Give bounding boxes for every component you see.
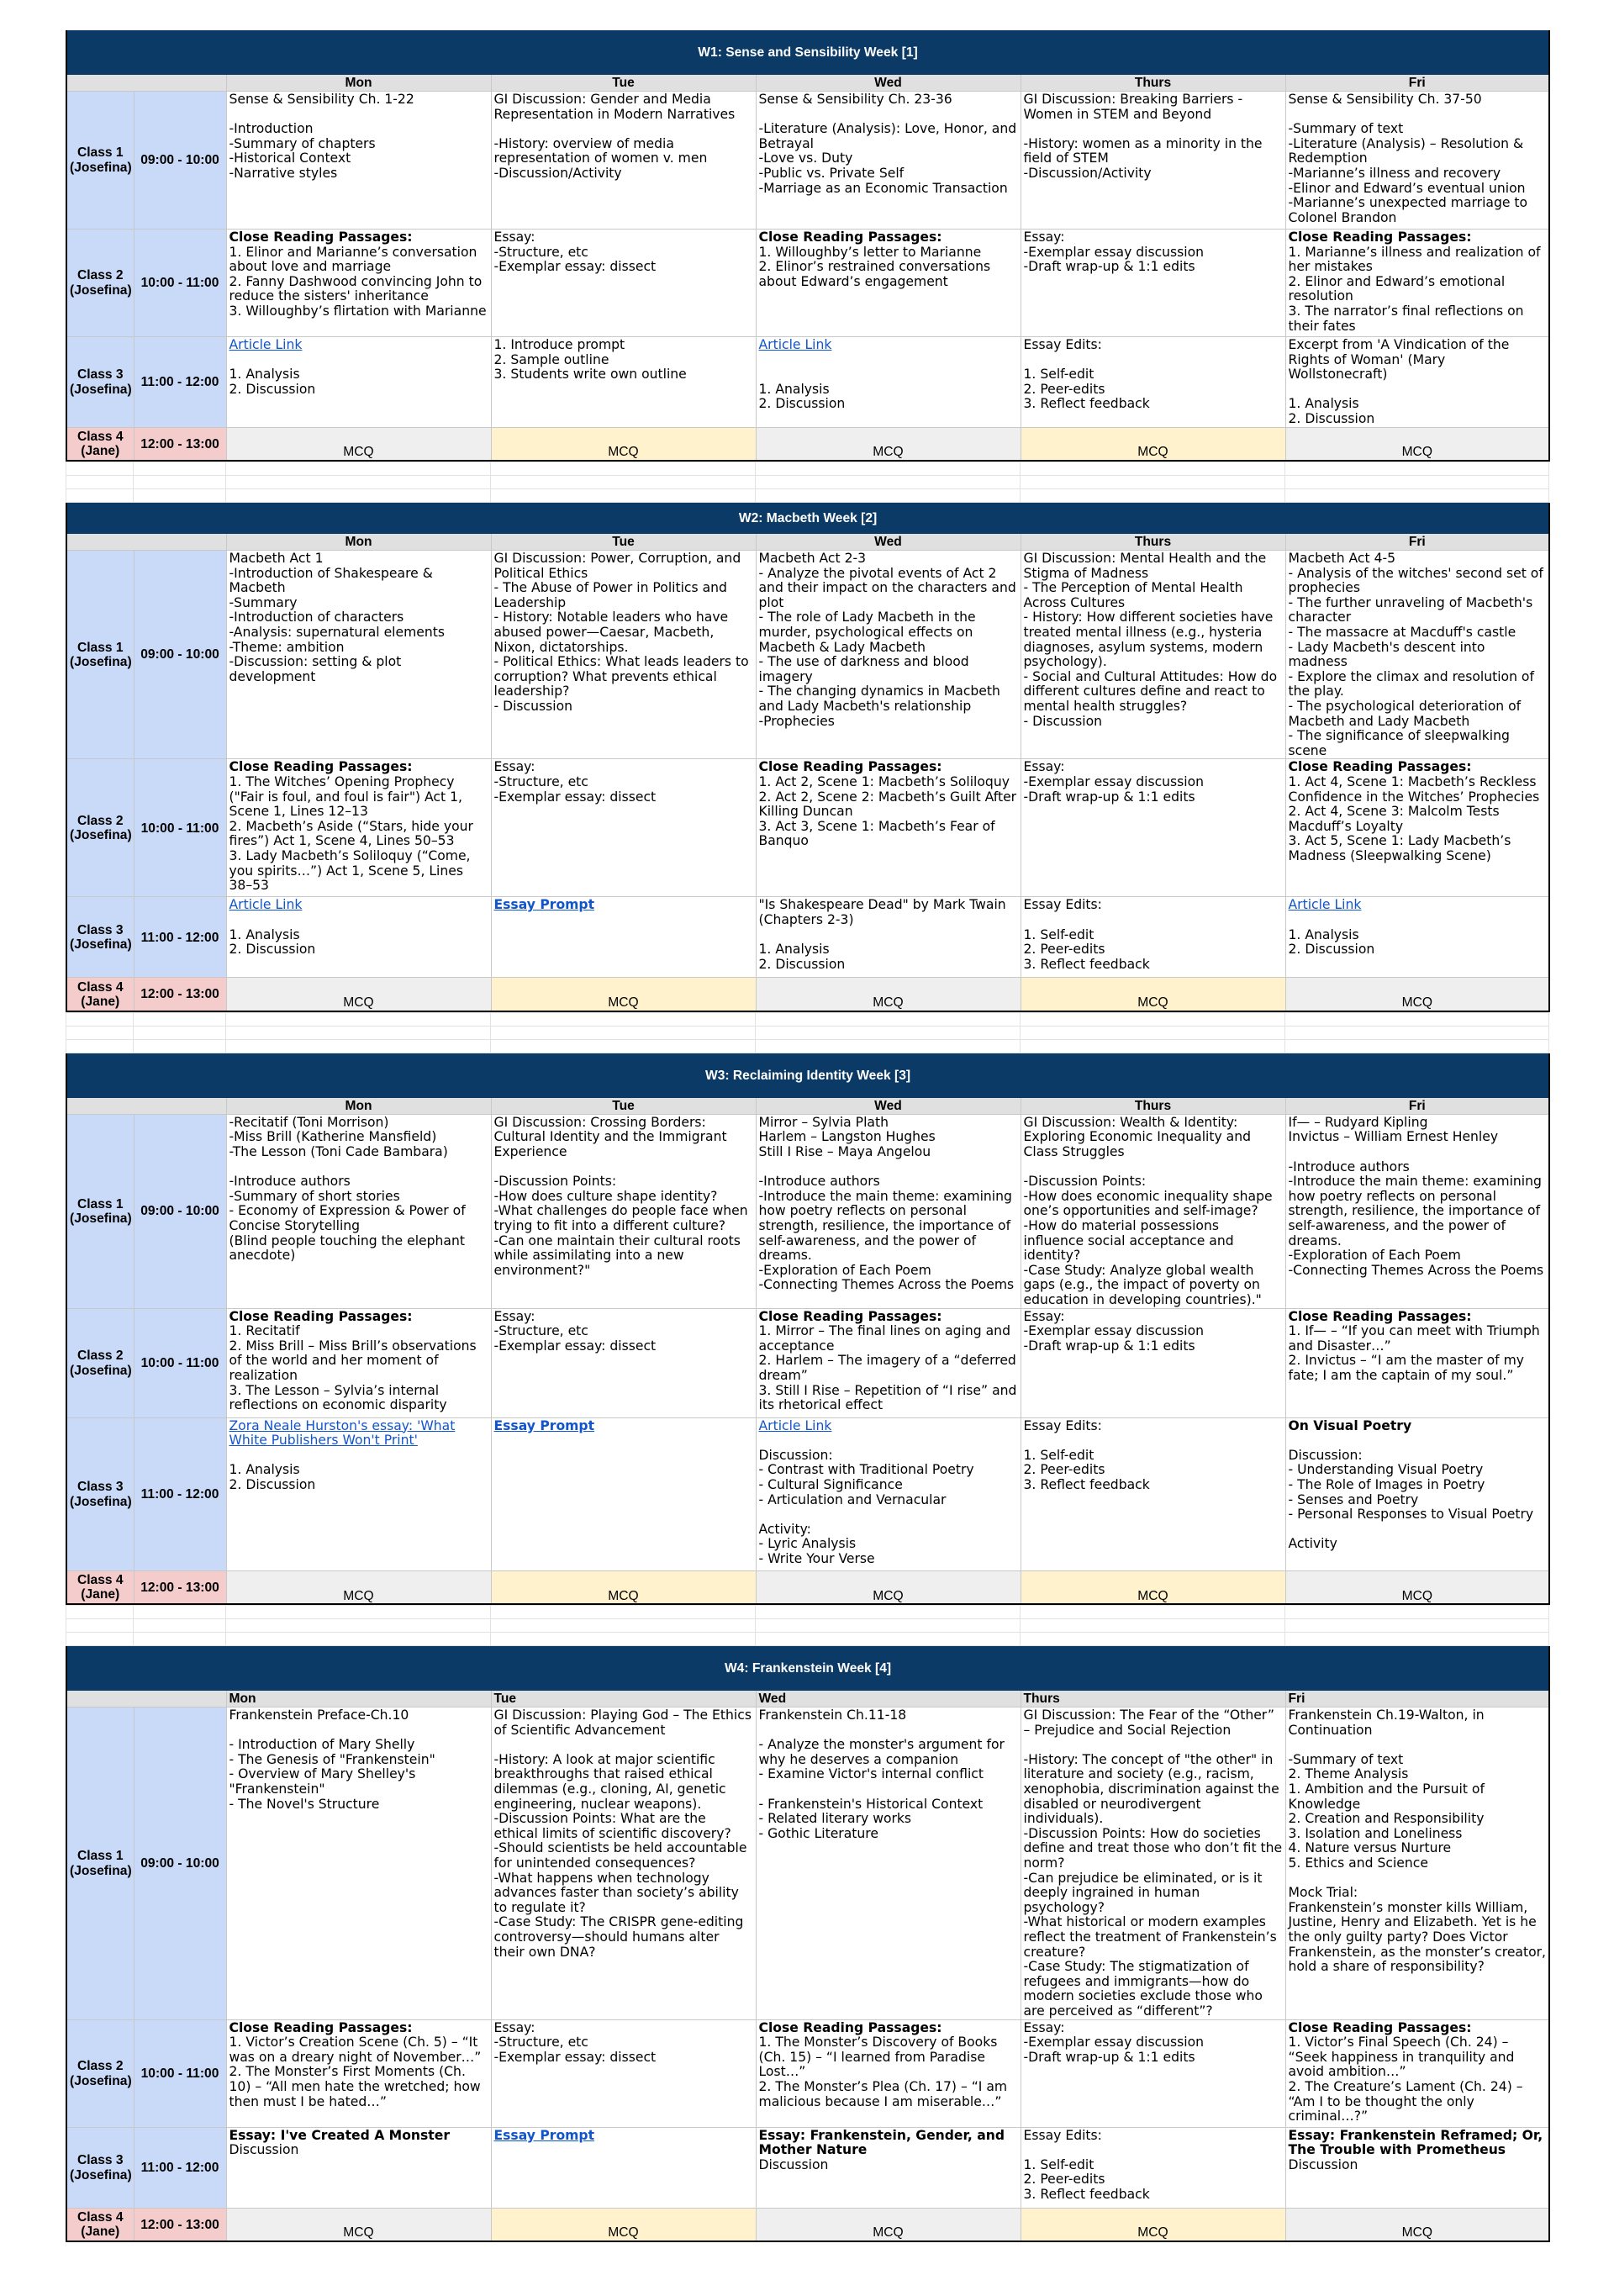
lesson-text: Essay: -Exemplar essay discussion -Draft wrap-up & 1:1 edits [1023,759,1205,805]
class-label: Class 2 (Josefina) [66,2019,134,2127]
lesson-cell [226,897,491,978]
lesson-cell [1285,1417,1549,1570]
lesson-cell [1021,337,1285,428]
lesson-cell [491,759,756,897]
mcq-cell: MCQ [1285,2208,1549,2241]
time-slot: 12:00 - 13:00 [134,1570,226,1604]
article-link[interactable]: Zora Neale Hurston's essay: 'What White Publishers Won't Print' [229,1417,456,1449]
close-reading-heading: Close Reading Passages: [758,759,942,775]
lesson-cell [1285,2127,1549,2208]
essay-prompt-link[interactable]: Essay Prompt [493,1417,595,1433]
essay-prompt-link[interactable]: Essay Prompt [493,2127,595,2143]
lesson-cell [1285,337,1549,428]
lesson-cell: GI Discussion: Playing God – The Ethics of Scientific Advancement -History: A look at major scientific breakthroughs that raised ethical dilemmas (e.g., cloning, AI, genetic engineering, nuclear weapons). -Discussion Points: What are the ethical limits of scientific discovery? -Should scientists be held accountable for unintended consequences? -What happens when technology advances faster than society’s ability to regulate it? -Case Study: The CRISPR gene-editing controversy—should humans alter their own DNA? [491,1707,756,2019]
week-title: W1: Sense and Sensibility Week [1] [66,31,1549,75]
close-reading-heading: Close Reading Passages: [229,1308,413,1324]
header-blank [66,1691,226,1707]
time-slot: 09:00 - 10:00 [134,1114,226,1308]
lesson-cell [1021,1308,1285,1417]
mcq-cell: MCQ [491,427,756,461]
header-blank [66,75,226,92]
lesson-cell [756,2127,1021,2208]
lesson-cell [1285,759,1549,897]
day-header-wed: Wed [756,75,1021,92]
lesson-cell: GI Discussion: Power, Corruption, and Political Ethics - The Abuse of Power in Politics and Leadership - History: Notable leaders who have abused power—Caesar, Macbeth, Nixon, dictatorships. - Political Ethics: What leads leaders to corruption? What prevents ethical leadership? - Discussion [491,551,756,759]
lesson-text: 1. Analysis 2. Discussion [229,367,316,397]
lesson-text: Discussion: - Contrast with Traditional Poetry - Cultural Significance - Articulation and Vernacular Activity: - Lyric Analysis - Write Your Verse [758,1447,974,1566]
lesson-cell [491,2127,756,2208]
lesson-text: Essay: -Structure, etc -Exemplar essay: dissect [493,2019,657,2065]
lesson-cell: Sense & Sensibility Ch. 37-50 -Summary of text -Literature (Analysis) – Resolution & Redemption -Marianne’s illness and recovery -Elinor and Edward’s eventual union -Marianne’s unexpected marriage to Colonel Brandon [1285,92,1549,230]
lesson-cell [226,337,491,428]
lesson-text: Essay: -Structure, etc -Exemplar essay: dissect [493,759,657,805]
lesson-text: Discussion [758,2156,829,2172]
lesson-cell [491,897,756,978]
class-label: Class 4 (Jane) [66,427,134,461]
mcq-cell: MCQ [756,2208,1021,2241]
time-slot: 09:00 - 10:00 [134,1707,226,2019]
class-label: Class 3 (Josefina) [66,1417,134,1570]
lesson-cell [756,897,1021,978]
lesson-cell: GI Discussion: Wealth & Identity: Exploring Economic Inequality and Class Struggles -Discussion Points: -How does economic inequality shape one’s opportunities and self-image? -How do material possessions influence social acceptance and identity? -Case Study: Analyze global wealth gaps (e.g., the impact of poverty on education in developing countries)." [1021,1114,1285,1308]
lesson-text: 1. If— – “If you can meet with Triumph and Disaster…” 2. Invictus – “I am the master of my fate; I am the captain of my soul.” [1288,1323,1540,1383]
lesson-cell [226,2019,491,2127]
essay-title: Essay: Frankenstein Reframed; Or, The Trouble with Prometheus [1288,2127,1543,2158]
lesson-text: Essay: -Exemplar essay discussion -Draft wrap-up & 1:1 edits [1023,1308,1205,1354]
lesson-cell [756,759,1021,897]
lesson-cell: -Recitatif (Toni Morrison) -Miss Brill (Katherine Mansfield) -The Lesson (Toni Cade Bambara) -Introduce authors -Summary of short stories - Economy of Expression & Power of Concise Storytelling (Blind people touching the elephant anecdote) [226,1114,491,1308]
essay-title: Essay: I've Created A Monster [229,2127,451,2143]
lesson-cell: GI Discussion: Mental Health and the Stigma of Madness - The Perception of Mental Health Across Cultures - History: How different societies have treated mental illness (e.g., hysteria diagnoses, asylum systems, modern psychology). - Social and Cultural Attitudes: How do different cultures define and react to mental health struggles? - Discussion [1021,551,1285,759]
mcq-cell: MCQ [1285,978,1549,1011]
time-slot: 12:00 - 13:00 [134,978,226,1011]
lesson-cell [1021,2127,1285,2208]
day-header-thurs: Thurs [1021,1691,1285,1707]
mcq-cell: MCQ [226,978,491,1011]
time-slot: 11:00 - 12:00 [134,1417,226,1570]
lesson-text: "Is Shakespeare Dead" by Mark Twain (Chapters 2-3) 1. Analysis 2. Discussion [758,897,1006,972]
lesson-text: Essay: -Structure, etc -Exemplar essay: dissect [493,230,657,275]
lesson-text: 1. The Monster’s Discovery of Books (Ch. 15) – “I learned from Paradise Lost…” 2. The Monster’s Plea (Ch. 17) – “I am malicious because I am miserable…” [758,2035,1008,2109]
lesson-cell [1021,1417,1285,1570]
lesson-cell: Frankenstein Preface-Ch.10 - Introduction of Mary Shelly - The Genesis of "Frankenstein" - Overview of Mary Shelley's "Frankenstein" - The Novel's Structure [226,1707,491,2019]
lesson-text: Essay Edits: 1. Self-edit 2. Peer-edits 3. Reflect feedback [1023,897,1150,972]
day-header-tue: Tue [491,1097,756,1114]
class-label: Class 4 (Jane) [66,1570,134,1604]
lesson-text: 1. Analysis 2. Discussion [1288,926,1375,958]
day-header-wed: Wed [756,534,1021,551]
lesson-cell [1285,897,1549,978]
article-link[interactable]: Article Link [1288,897,1362,913]
lesson-cell: Mirror – Sylvia Plath Harlem – Langston Hughes Still I Rise – Maya Angelou -Introduce authors -Introduce the main theme: examining how poetry reflects on personal strength, resilience, the importance of self-awareness, and the power of dreams. -Exploration of Each Poem -Connecting Themes Across the Poems [756,1114,1021,1308]
time-slot: 12:00 - 13:00 [134,2208,226,2241]
lesson-cell [226,1308,491,1417]
lesson-text: Excerpt from 'A Vindication of the Rights of Woman' (Mary Wollstonecraft) 1. Analysis 2. Discussion [1288,337,1510,426]
lesson-cell [756,2019,1021,2127]
lesson-cell [756,337,1021,428]
article-link[interactable]: Article Link [758,337,832,352]
mcq-cell: MCQ [756,1570,1021,1604]
close-reading-heading: Close Reading Passages: [758,2019,942,2035]
lesson-text: 1. Analysis 2. Discussion [758,381,846,412]
week-title: W2: Macbeth Week [2] [66,504,1549,534]
mcq-cell: MCQ [491,978,756,1011]
class-label: Class 1 (Josefina) [66,1114,134,1308]
lesson-text: 1. Willoughby’s letter to Marianne 2. Elinor’s restrained conversations about Edward’s engagement [758,244,991,289]
spacer-rows [66,1012,1549,1053]
mcq-cell: MCQ [491,1570,756,1604]
lesson-cell [1021,2019,1285,2127]
lesson-cell [491,230,756,337]
time-slot: 10:00 - 11:00 [134,2019,226,2127]
day-header-wed: Wed [756,1097,1021,1114]
spacer-rows [66,1605,1549,1646]
class-label: Class 1 (Josefina) [66,92,134,230]
day-header-wed: Wed [756,1691,1021,1707]
lesson-text: 1. Victor’s Creation Scene (Ch. 5) – “It was on a dreary night of November…” 2. The Monster’s First Moments (Ch. 10) – “All men hate the wretched; how then must I be hated…” [229,2035,482,2109]
lesson-cell [491,1308,756,1417]
essay-title: Essay: Frankenstein, Gender, and Mother Nature [758,2127,1005,2158]
close-reading-heading: Close Reading Passages: [1288,759,1472,775]
mcq-cell: MCQ [1021,2208,1285,2241]
lesson-cell [756,230,1021,337]
lesson-cell [1021,897,1285,978]
mcq-cell: MCQ [1285,1570,1549,1604]
lesson-text: 1. Act 4, Scene 1: Macbeth’s Reckless Confidence in the Witches’ Prophecies 2. Act 4, Scene 3: Malcolm Tests Macduff’s Loyalty 3. Act 5, Scene 1: Lady Macbeth’s Madness (Sleepwalking Scene) [1288,773,1540,863]
day-header-fri: Fri [1285,534,1549,551]
class-label: Class 2 (Josefina) [66,230,134,337]
mcq-cell: MCQ [756,978,1021,1011]
week-table [66,503,1550,1012]
time-slot: 09:00 - 10:00 [134,92,226,230]
lesson-cell [1285,230,1549,337]
lesson-cell [491,2019,756,2127]
class-label: Class 4 (Jane) [66,2208,134,2241]
lesson-cell [226,2127,491,2208]
mcq-cell: MCQ [226,427,491,461]
day-header-fri: Fri [1285,1691,1549,1707]
time-slot: 11:00 - 12:00 [134,2127,226,2208]
lesson-cell: Macbeth Act 4-5 - Analysis of the witches' second set of prophecies - The further unraveling of Macbeth's character - The massacre at Macduff's castle - Lady Macbeth's descent into madness - Explore the climax and resolution of the play. - The psychological deterioration of Macbeth and Lady Macbeth - The significance of sleepwalking scene [1285,551,1549,759]
lesson-cell [1021,759,1285,897]
lesson-cell: GI Discussion: Gender and Media Representation in Modern Narratives -History: overview of media representation of women v. men -Discussion/Activity [491,92,756,230]
day-header-thurs: Thurs [1021,534,1285,551]
lesson-text: Essay Edits: 1. Self-edit 2. Peer-edits 3. Reflect feedback [1023,2127,1150,2202]
essay-title: On Visual Poetry [1288,1417,1412,1433]
lesson-cell: Macbeth Act 1 -Introduction of Shakespeare & Macbeth -Summary -Introduction of characters -Analysis: supernatural elements -Theme: ambition -Discussion: setting & plot development [226,551,491,759]
time-slot: 11:00 - 12:00 [134,337,226,428]
header-blank [66,1097,226,1114]
lesson-text: Discussion: - Understanding Visual Poetry - The Role of Images in Poetry - Senses and Poetry - Personal Responses to Visual Poetry Activity [1288,1447,1534,1552]
lesson-text: Essay: -Structure, etc -Exemplar essay: dissect [493,1308,657,1354]
lesson-cell: Macbeth Act 2-3 - Analyze the pivotal events of Act 2 and their impact on the characters and plot - The role of Lady Macbeth in the murder, psychological effects on Macbeth & Lady Macbeth - The use of darkness and blood imagery - The changing dynamics in Macbeth and Lady Macbeth's relationship -Prophecies [756,551,1021,759]
lesson-cell [1021,230,1285,337]
lesson-text: 1. Mirror – The final lines on aging and acceptance 2. Harlem – The imagery of a “deferred dream” 3. Still I Rise – Repetition of “I rise” and its rhetorical effect [758,1323,1017,1413]
time-slot: 09:00 - 10:00 [134,551,226,759]
lesson-text: 1. Analysis 2. Discussion [229,926,316,958]
lesson-text: Essay: -Exemplar essay discussion -Draft wrap-up & 1:1 edits [1023,2019,1205,2065]
time-slot: 12:00 - 13:00 [134,427,226,461]
lesson-text: Discussion [229,2142,299,2158]
time-slot: 11:00 - 12:00 [134,897,226,978]
close-reading-heading: Close Reading Passages: [1288,230,1472,245]
lesson-text: 1. Marianne’s illness and realization of her mistakes 2. Elinor and Edward’s emotional resolution 3. The narrator’s final reflections on their fates [1288,244,1541,334]
lesson-cell: If— – Rudyard Kipling Invictus – William Ernest Henley -Introduce authors -Introduce the main theme: examining how poetry reflects on personal strength, resilience, the importance of self-awareness, and the power of dreams. -Exploration of Each Poem -Connecting Themes Across the Poems [1285,1114,1549,1308]
day-header-mon: Mon [226,75,491,92]
day-header-fri: Fri [1285,75,1549,92]
lesson-cell: GI Discussion: Breaking Barriers - Women in STEM and Beyond -History: women as a minority in the field of STEM -Discussion/Activity [1021,92,1285,230]
lesson-cell [756,1417,1021,1570]
day-header-mon: Mon [226,1691,491,1707]
lesson-cell [1285,1308,1549,1417]
close-reading-heading: Close Reading Passages: [229,230,413,245]
day-header-thurs: Thurs [1021,75,1285,92]
day-header-tue: Tue [491,75,756,92]
day-header-mon: Mon [226,1097,491,1114]
mcq-cell: MCQ [1021,978,1285,1011]
lesson-text: 1. Introduce prompt 2. Sample outline 3. Students write own outline [493,337,687,383]
day-header-fri: Fri [1285,1097,1549,1114]
header-blank [66,534,226,551]
close-reading-heading: Close Reading Passages: [758,230,942,245]
lesson-cell: GI Discussion: The Fear of the “Other” – Prejudice and Social Rejection -History: The concept of "the other" in literature and society (e.g., racism, xenophobia, discrimination against the disabled or neurodivergent individuals). -Discussion Points: How do societies define and treat those who don’t fit the norm? -Can prejudice be eliminated, or is it deeply ingrained in human psychology? -What historical or modern examples reflect the treatment of Frankenstein’s creature? -Case Study: The stigmatization of refugees and immigrants—how do modern societies exclude those who are perceived as “different”? [1021,1707,1285,2019]
class-label: Class 2 (Josefina) [66,1308,134,1417]
lesson-cell [491,1417,756,1570]
lesson-text: Essay Edits: 1. Self-edit 2. Peer-edits 3. Reflect feedback [1023,1417,1150,1492]
lesson-cell [491,337,756,428]
day-header-tue: Tue [491,1691,756,1707]
class-label: Class 3 (Josefina) [66,337,134,428]
spacer-rows [66,462,1549,503]
close-reading-heading: Close Reading Passages: [229,2019,413,2035]
class-label: Class 4 (Jane) [66,978,134,1011]
article-link[interactable]: Article Link [229,337,303,352]
mcq-cell: MCQ [1285,427,1549,461]
class-label: Class 3 (Josefina) [66,2127,134,2208]
class-label: Class 2 (Josefina) [66,759,134,897]
lesson-text: 1. Analysis 2. Discussion [229,1462,316,1492]
close-reading-heading: Close Reading Passages: [1288,1308,1472,1324]
week-table [66,1646,1550,2242]
time-slot: 10:00 - 11:00 [134,1308,226,1417]
lesson-cell [1285,2019,1549,2127]
mcq-cell: MCQ [1021,427,1285,461]
close-reading-heading: Close Reading Passages: [1288,2019,1472,2035]
day-header-mon: Mon [226,534,491,551]
lesson-text: 1. Act 2, Scene 1: Macbeth’s Soliloquy 2. Act 2, Scene 2: Macbeth’s Guilt After Killing Duncan 3. Act 3, Scene 1: Macbeth’s Fear of Banquo [758,773,1017,849]
article-link[interactable]: Article Link [229,897,303,913]
time-slot: 10:00 - 11:00 [134,230,226,337]
lesson-cell: Sense & Sensibility Ch. 23-36 -Literature (Analysis): Love, Honor, and Betrayal -Love vs. Duty -Public vs. Private Self -Marriage as an Economic Transaction [756,92,1021,230]
time-slot: 10:00 - 11:00 [134,759,226,897]
week-table [66,30,1550,462]
lesson-text: 1. The Witches’ Opening Prophecy ("Fair is foul, and foul is fair") Act 1, Scene 1, Lines 12–13 2. Macbeth’s Aside (“Stars, hide your fires”) Act 1, Scene 4, Lines 50–53 3. Lady Macbeth’s Soliloquy (“Come, you spirits…”) Act 1, Scene 5, Lines 38–53 [229,773,473,894]
lesson-text: Essay Edits: 1. Self-edit 2. Peer-edits 3. Reflect feedback [1023,337,1150,412]
lesson-text: 1. Recitatif 2. Miss Brill – Miss Brill’s observations of the world and her moment of realization 3. The Lesson – Sylvia’s internal reflections on economic disparity [229,1323,477,1413]
schedule-sheet [66,30,1548,2242]
lesson-cell: Frankenstein Ch.11-18 - Analyze the monster's argument for why he deserves a companion - Examine Victor's internal conflict - Frankenstein's Historical Context - Related literary works - Gothic Literature [756,1707,1021,2019]
lesson-cell: Sense & Sensibility Ch. 1-22 -Introduction -Summary of chapters -Historical Context -Narrative styles [226,92,491,230]
lesson-text: Discussion [1288,2156,1358,2172]
lesson-cell [226,230,491,337]
mcq-cell: MCQ [226,2208,491,2241]
week-table [66,1053,1550,1605]
week-title: W3: Reclaiming Identity Week [3] [66,1053,1549,1097]
lesson-cell: Frankenstein Ch.19-Walton, in Continuation -Summary of text 2. Theme Analysis 1. Ambition and the Pursuit of Knowledge 2. Creation and Responsibility 3. Isolation and Loneliness 4. Nature versus Nurture 5. Ethics and Science Mock Trial: Frankenstein’s monster kills William, Justine, Henry and Elizabeth. Yet is he the only guilty party? Does Victor Frankenstein, as the monster’s creator, hold a share of responsibility? [1285,1707,1549,2019]
day-header-tue: Tue [491,534,756,551]
essay-prompt-link[interactable]: Essay Prompt [493,897,595,913]
close-reading-heading: Close Reading Passages: [229,759,413,775]
class-label: Class 1 (Josefina) [66,1707,134,2019]
lesson-text: Essay: -Exemplar essay discussion -Draft wrap-up & 1:1 edits [1023,230,1205,275]
lesson-text: 1. Elinor and Marianne’s conversation about love and marriage 2. Fanny Dashwood convincing John to reduce the sisters' inheritance 3. Willoughby’s flirtation with Marianne [229,244,487,319]
mcq-cell: MCQ [491,2208,756,2241]
lesson-cell [226,1417,491,1570]
lesson-cell [226,759,491,897]
mcq-cell: MCQ [756,427,1021,461]
lesson-text: 1. Victor’s Final Speech (Ch. 24) – “Seek happiness in tranquility and avoid ambition…” 2. The Creature’s Lament (Ch. 24) – “Am I to be thought the only criminal…?” [1288,2035,1523,2124]
mcq-cell: MCQ [226,1570,491,1604]
day-header-thurs: Thurs [1021,1097,1285,1114]
class-label: Class 3 (Josefina) [66,897,134,978]
lesson-cell: GI Discussion: Crossing Borders: Cultural Identity and the Immigrant Experience -Discussion Points: -How does culture shape identity? -What challenges do people face when trying to fit into a different culture? -Can one maintain their cultural roots while assimilating into a new environment?" [491,1114,756,1308]
mcq-cell: MCQ [1021,1570,1285,1604]
week-title: W4: Frankenstein Week [4] [66,1647,1549,1691]
close-reading-heading: Close Reading Passages: [758,1308,942,1324]
class-label: Class 1 (Josefina) [66,551,134,759]
lesson-cell [756,1308,1021,1417]
article-link[interactable]: Article Link [758,1417,832,1433]
